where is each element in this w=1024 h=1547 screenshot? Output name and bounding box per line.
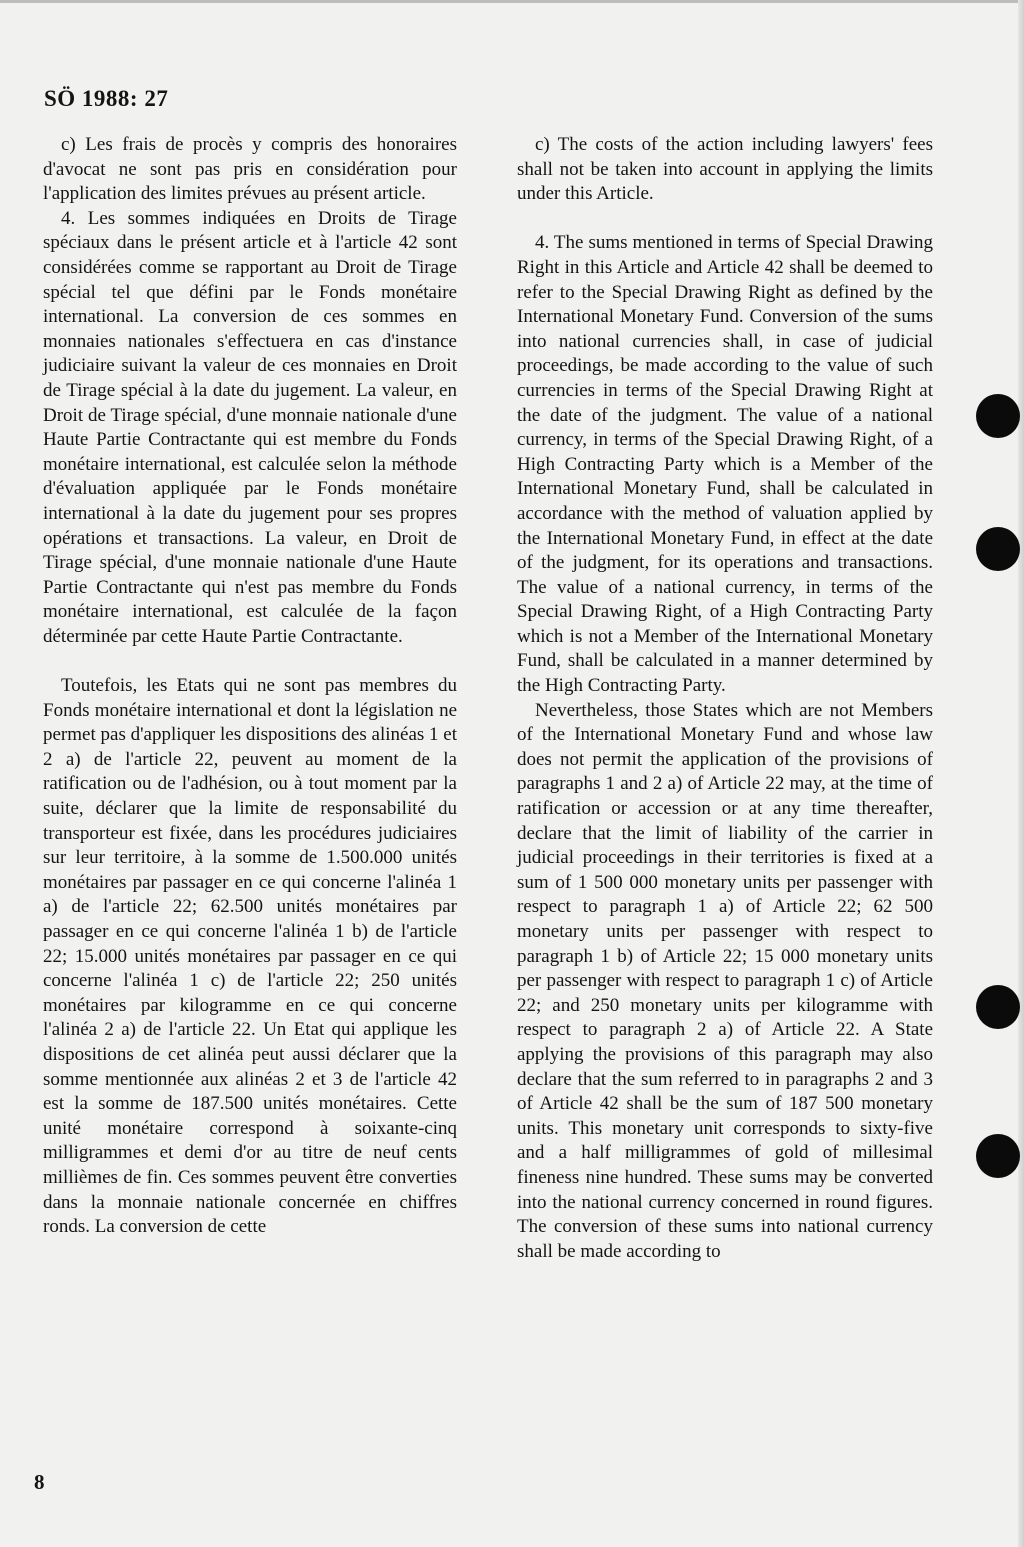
- page-top-edge: [0, 0, 1024, 3]
- punch-hole: [976, 1134, 1020, 1178]
- english-paragraph-nevertheless: Nevertheless, those States which are not Members of the International Monetary Fund and whose law does not permit the application of the provisions of paragraphs 1 and 2 a) of Article 22 may, at the time of ratification or accession or at any time thereafter, declare that the limit of liability of the carrier in judicial proceedings in their territories is fixed at a sum of 1 500 000 monetary units per passenger with respect to paragraph 1 a) of Article 22; 62 500 monetary units per passenger with respect to paragraph 1 b) of Article 22; 15 000 monetary units per passenger with respect to paragraph 1 c) of Article 22; and 250 monetary units per kilogramme with respect to paragraph 2 a) of Article 22. A State applying the provisions of this paragraph may also declare that the sum referred to in paragraphs 2 and 3 of Article 42 shall be the sum of 187 500 monetary units. This monetary unit corresponds to sixty-five and a half milligrammes of gold of millesimal fineness nine hundred. These sums may be converted into the national currency concerned in round figures. The conversion of these sums into national currency shall be made according to: [517, 699, 933, 1262]
- punch-hole: [976, 985, 1020, 1029]
- french-paragraph-toutefois: Toutefois, les Etats qui ne sont pas membres du Fonds monétaire international et dont la législation ne permet pas d'appliquer les dispositions des alinéas 1 et 2 a) de l'article 22, peuvent au moment de la ratification ou de l'adhésion, ou à tout moment par la suite, déclarer que la limite de responsabilité du transporteur est fixée, dans les procédures judiciaires sur leur territoire, à la somme de 1.500.000 unités monétaires par passager en ce qui concerne l'alinéa 1 a) de l'article 22; 62.500 unités monétaires par passager en ce qui concerne l'alinéa 1 b) de l'article 22; 15.000 unités monétaires par passager en ce qui concerne l'alinéa 1 c) de l'article 22; 250 unités monétaires par kilogramme en ce qui concerne l'alinéa 2 a) de l'article 22. Un Etat qui applique les dispositions de cet alinéa peut aussi déclarer que la somme mentionnée aux alinéas 2 et 3 de l'article 42 est la somme de 187.500 unités monétaires. Cette unité monétaire correspond à soixante-cinq milligrammes et demi d'or au titre de neuf cents millièmes de fin. Ces sommes peuvent être converties dans la monnaie nationale concernée en chiffres ronds. La conversion de cette: [43, 675, 457, 1238]
- page-right-edge: [1018, 0, 1024, 1547]
- french-paragraph-c: c) Les frais de procès y compris des honoraires d'avocat ne sont pas pris en considération pour l'application des limites prévues au présent article.: [43, 134, 457, 205]
- french-paragraph-4: 4. Les sommes indiquées en Droits de Tirage spéciaux dans le présent article et à l'article 42 sont considérées comme se rapportant au Droit de Tirage spécial tel que défini par le Fonds monétaire international. La conversion de ces sommes en monnaies nationales s'effectuera en cas d'instance judiciaire suivant la valeur de ces monnaies en Droit de Tirage spécial à la date du jugement. La valeur, en Droit de Tirage spécial, d'une monnaie nationale d'une Haute Partie Contractante qui est membre du Fonds monétaire international, est calculée selon la méthode d'évaluation appliquée par le Fonds monétaire international à la date du jugement pour ses propres opérations et transactions. La valeur, en Droit de Tirage spécial, d'une monnaie nationale d'une Haute Partie Contractante qui n'est pas membre du Fonds monétaire international, est calculée de la façon déterminée par cette Haute Partie Contractante.: [43, 207, 457, 647]
- english-column: [517, 133, 933, 1264]
- punch-hole: [976, 394, 1020, 438]
- punch-hole: [976, 527, 1020, 571]
- page-number: 8: [34, 1470, 45, 1494]
- french-column: [43, 133, 457, 1240]
- english-paragraph-4: 4. The sums mentioned in terms of Special Drawing Right in this Article and Article 42 shall be deemed to refer to the Special Drawing Right as defined by the International Monetary Fund. Conversion of the sums into national currencies shall, in case of judicial proceedings, be made according to the value of such currencies in terms of the Special Drawing Right at the date of the judgment. The value of a national currency, in terms of the Special Drawing Right, of a High Contracting Party which is a Member of the International Monetary Fund, shall be calculated in accordance with the method of valuation applied by the International Monetary Fund, in effect at the date of the judgment, for its operations and transactions. The value of a national currency, in terms of the Special Drawing Right, of a High Contracting Party which is not a Member of the International Monetary Fund, shall be calculated in a manner determined by the High Contracting Party.: [517, 232, 933, 697]
- document-reference: SÖ 1988: 27: [44, 86, 169, 111]
- english-paragraph-c: c) The costs of the action including lawyers' fees shall not be taken into account in applying the limits under this Article.: [517, 134, 933, 205]
